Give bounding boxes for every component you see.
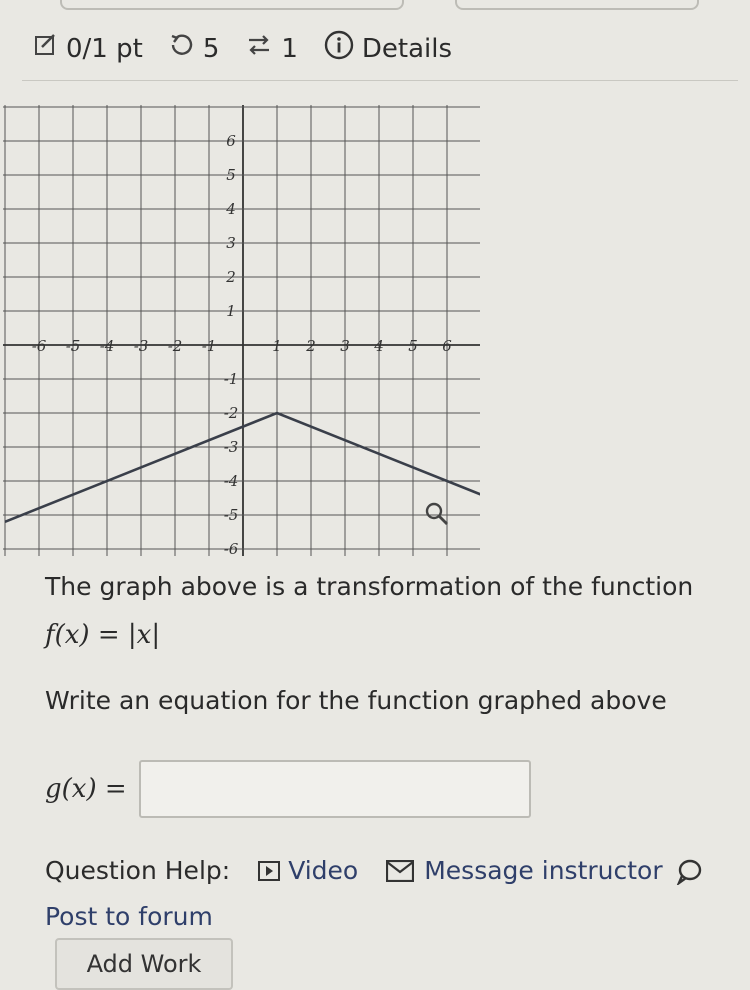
x-tick-label: -3 (133, 337, 149, 355)
x-tick-label: 4 (374, 337, 384, 355)
magnifier-lens (427, 504, 441, 518)
video-link[interactable] (258, 856, 358, 885)
y-tick-label: -5 (223, 506, 239, 524)
y-tick-label: 6 (226, 132, 236, 150)
x-tick-label: 5 (408, 337, 418, 355)
x-tick-label: 6 (442, 337, 452, 355)
question-header (0, 0, 750, 80)
resubmissions-count: 1 (281, 33, 298, 64)
add-work-label[interactable]: Add Work (86, 950, 202, 978)
question-meta (34, 30, 452, 67)
function-lhs: f(x) = (45, 620, 128, 650)
message-instructor-link[interactable] (386, 856, 662, 885)
x-tick-label: 3 (340, 337, 350, 355)
add-work-button[interactable] (55, 938, 233, 990)
y-tick-label: 3 (226, 234, 236, 252)
retry-icon (169, 32, 195, 65)
x-tick-label: -4 (99, 337, 115, 355)
question-help (45, 856, 703, 885)
answer-row (45, 760, 531, 818)
instruction-text: Write an equation for the function graphed above (45, 686, 667, 715)
details-link[interactable]: Details (361, 33, 453, 64)
x-tick-label: -6 (31, 337, 47, 355)
question-text: The graph above is a transformation of the function (45, 572, 694, 601)
message-instructor-label[interactable]: Message instructor (424, 856, 663, 885)
post-to-forum-link[interactable]: Post to forum (45, 902, 213, 931)
y-tick-label: 5 (226, 166, 236, 184)
tab-edge (60, 0, 404, 10)
score-text: 0/1 pt (66, 33, 143, 64)
x-tick-label: -2 (167, 337, 183, 355)
mail-icon (386, 860, 414, 882)
divider (22, 80, 738, 81)
y-tick-label: -1 (223, 370, 239, 388)
answer-label-text: g(x) = (45, 774, 127, 804)
x-tick-label: -5 (65, 337, 81, 355)
help-label: Question Help: (45, 856, 231, 885)
arrows-cycle-icon (245, 31, 273, 66)
x-tick-label: 2 (306, 337, 316, 355)
attempts-count: 5 (202, 33, 220, 64)
y-tick-label: -3 (223, 438, 239, 456)
answer-label (45, 774, 127, 804)
x-tick-label: 1 (272, 337, 282, 355)
info-icon[interactable] (324, 30, 354, 67)
function-rhs: |x| (127, 620, 161, 650)
speech-bubble-icon[interactable] (675, 857, 703, 885)
y-tick-label: -4 (223, 472, 239, 490)
x-tick-label: -1 (201, 337, 217, 355)
y-tick-label: 1 (226, 302, 236, 320)
y-tick-label: -6 (223, 540, 239, 556)
function-graph (0, 96, 480, 556)
video-label[interactable]: Video (288, 856, 359, 885)
graph-svg (0, 96, 480, 556)
video-icon (258, 861, 280, 881)
y-tick-label: 2 (226, 268, 236, 286)
tab-edge (455, 0, 699, 10)
answer-input[interactable] (139, 760, 531, 818)
y-tick-label: -2 (223, 404, 239, 422)
magnifier-handle (439, 516, 447, 524)
parent-function (45, 620, 160, 650)
checkbox-pencil-icon (34, 33, 58, 64)
magnifier-icon[interactable] (427, 504, 447, 524)
y-tick-label: 4 (226, 200, 236, 218)
